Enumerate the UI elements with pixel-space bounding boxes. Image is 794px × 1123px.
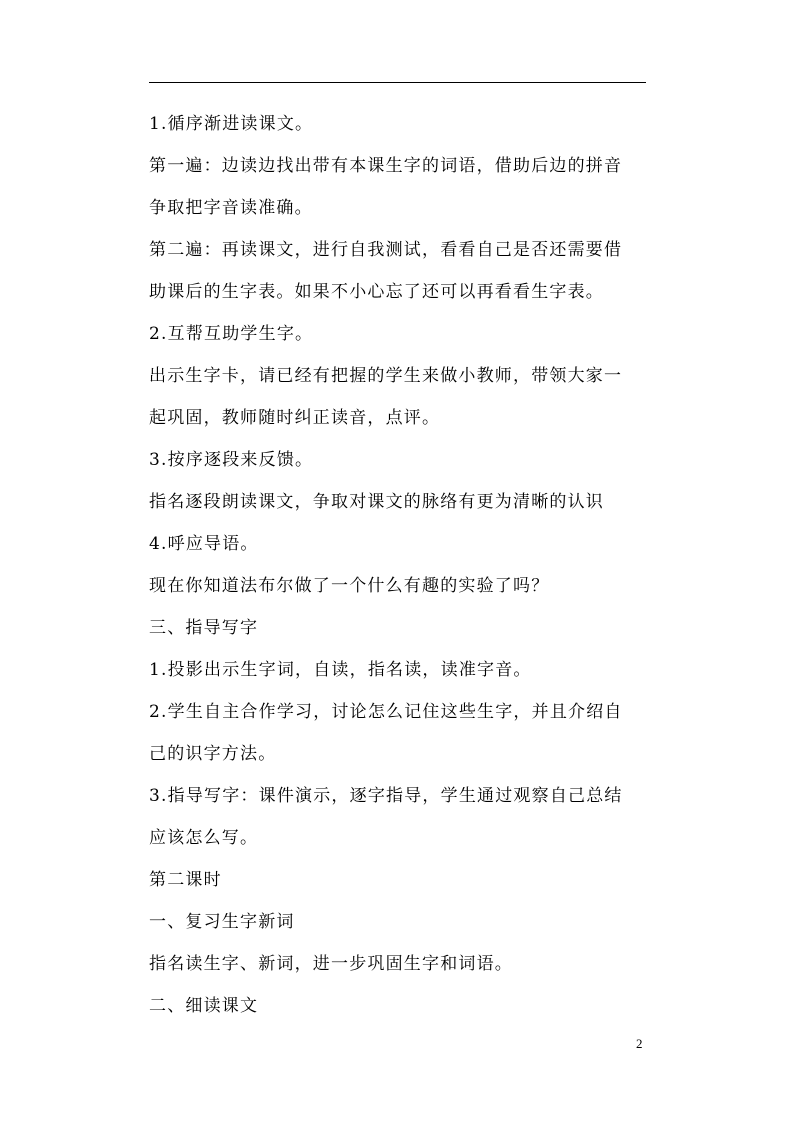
paragraph-line: 己的识字方法。: [149, 744, 277, 764]
paragraph-line: 1.循序渐进读课文。: [149, 114, 314, 134]
paragraph-line: 指名逐段朗读课文，争取对课文的脉络有更为清晰的认识: [149, 492, 604, 512]
paragraph-line: 争取把字音读准确。: [149, 198, 313, 218]
paragraph-line: 现在你知道法布尔做了一个什么有趣的实验了吗？: [149, 576, 550, 596]
paragraph-line: 3.按序逐段来反馈。: [149, 450, 314, 470]
paragraph-line: 助课后的生字表。如果不小心忘了还可以再看看生字表。: [149, 282, 604, 302]
paragraph-line: 指名读生字、新词，进一步巩固生字和词语。: [149, 954, 513, 974]
paragraph-line: 应该怎么写。: [149, 828, 259, 848]
paragraph-line: 起巩固，教师随时纠正读音，点评。: [149, 408, 441, 428]
document-body: [149, 103, 649, 1027]
paragraph-line: 1.投影出示生字词，自读，指名读，读准字音。: [149, 660, 532, 680]
page-number: 2: [636, 1036, 643, 1051]
paragraph-line: 2.学生自主合作学习，讨论怎么记住这些生字，并且介绍自: [149, 702, 623, 722]
paragraph-line: 4.呼应导语。: [149, 534, 259, 554]
section-heading: 一、复习生字新词: [149, 912, 295, 932]
section-heading: 三、指导写字: [149, 618, 259, 638]
paragraph-line: 2.互帮互助学生字。: [149, 324, 314, 344]
lesson-heading: 第二课时: [149, 870, 222, 890]
paragraph-line: 第一遍：边读边找出带有本课生字的词语，借助后边的拼音: [149, 156, 623, 176]
paragraph-line: 3.指导写字：课件演示，逐字指导，学生通过观察自己总结: [149, 786, 623, 806]
paragraph-line: 出示生字卡，请已经有把握的学生来做小教师，带领大家一: [149, 366, 623, 386]
header-rule: [149, 82, 646, 83]
section-heading: 二、细读课文: [149, 996, 259, 1016]
paragraph-line: 第二遍：再读课文，进行自我测试，看看自己是否还需要借: [149, 240, 623, 260]
